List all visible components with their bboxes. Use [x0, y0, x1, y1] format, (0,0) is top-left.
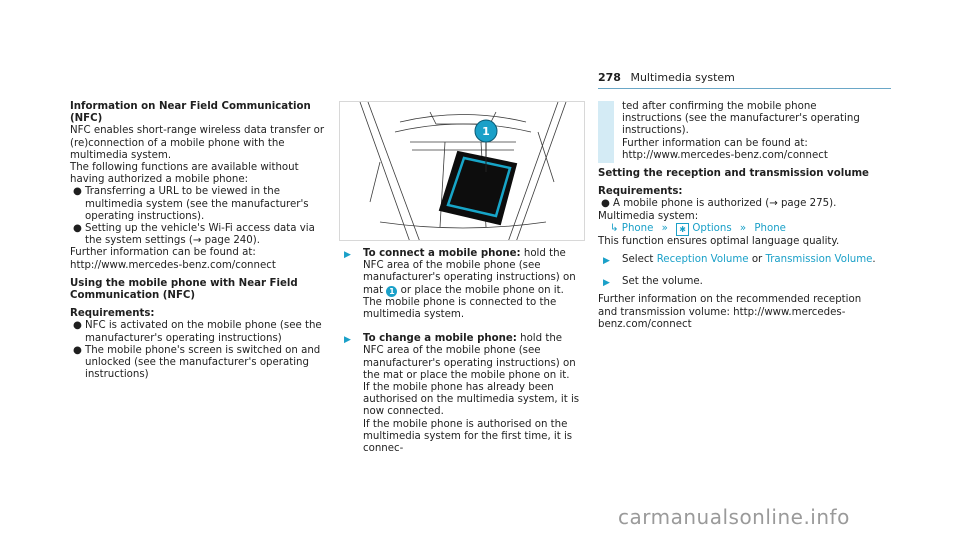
list-item: ● A mobile phone is authorized (→ page 275).: [601, 198, 837, 210]
nfc-intro: NFC enables short-range wireless data transfer or (re)connection of a mobile phone with the multimedia system.: [70, 125, 325, 161]
watermark: carmanualsonline.info: [618, 505, 850, 529]
chevron-right-icon: »: [661, 222, 668, 234]
list-item: ● NFC is activated on the mobile phone (see the manufacturer's operating instructions): [73, 320, 322, 344]
column-middle: [339, 248, 585, 455]
console-drawing: [340, 102, 585, 241]
requirements-label: Requirements:: [598, 186, 683, 198]
nfc-mat-illustration: [339, 101, 585, 241]
page-number: 278: [598, 71, 621, 84]
multimedia-label: Multimedia system:: [598, 210, 699, 222]
requirements-label: Requirements:: [70, 308, 155, 320]
functions-intro: The following functions are available without having authorized a mobile phone:: [70, 162, 299, 186]
further-info: Further information can be found at: http://www.mercedes-benz.com/connect: [70, 247, 276, 271]
heading-volume: Setting the reception and transmission volume: [598, 168, 869, 180]
mat-callout-badge: 1: [386, 286, 397, 297]
chevron-right-icon: »: [739, 222, 747, 234]
section-title: Multimedia system: [630, 71, 735, 84]
page-header: [598, 71, 735, 84]
heading-nfc-info: Information on Near Field Communication (NFC): [70, 101, 311, 125]
step-arrow-icon: ▶: [603, 256, 610, 267]
reception-volume-option: Reception Volume: [656, 254, 749, 266]
functions-list: [70, 186, 332, 247]
options-gear-icon: ✱: [676, 223, 689, 236]
list-item: ● Setting up the vehicle's Wi-Fi access data via the system settings (→ page 240).: [73, 223, 315, 247]
menu-path: ↳ Phone » ✱ Options » Phone: [610, 222, 786, 234]
header-divider: [598, 88, 891, 89]
further-info: Further information can be found at: http://www.mercedes-benz.com/connect: [622, 137, 828, 161]
requirements-list: [598, 198, 878, 210]
step-arrow-icon: ▶: [344, 335, 351, 346]
list-item: ● Transferring a URL to be viewed in the multimedia system (see the manufacturer's operating instructions).: [73, 186, 309, 222]
heading-using-nfc: Using the mobile phone with Near Field Communication (NFC): [70, 277, 298, 302]
step-arrow-icon: ▶: [344, 250, 351, 260]
step-select-volume: ▶ Select Reception Volume or Transmission Volume.: [603, 254, 876, 267]
requirements-list: [70, 320, 332, 381]
step-change: ▶ To change a mobile phone: hold the NFC area of the mobile phone (see manufacturer's operating instructions) on the mat or place the mobile phone on it. If the mobile phone has already been authorised on the multimedia system, it is now connected. If the mobile phone is authorised on the multimedia system for the first time, it is connec-: [344, 333, 580, 455]
continued-text: ted after confirming the mobile phone instructions (see the manufacturer's operating instructions).: [622, 101, 860, 137]
step-connect: ▶ To connect a mobile phone: hold the NFC area of the mobile phone (see manufacturer's operating instructions) on mat 1 or place the mobile phone on it. The mobile phone is connected to the multimedia system.: [344, 248, 576, 321]
list-item: ● The mobile phone's screen is switched on and unlocked (see the manufacturer's operating instructions): [73, 344, 321, 381]
step-set-volume: ▶ Set the volume.: [603, 276, 703, 289]
column-left: [70, 101, 332, 381]
further-info-volume: Further information on the recommended reception and transmission volume: http://www.mercedes-benz.com/connect: [598, 294, 862, 330]
step-arrow-icon: ▶: [603, 278, 610, 289]
transmission-volume-option: Transmission Volume: [765, 254, 873, 266]
function-note: This function ensures optimal language quality.: [598, 235, 840, 247]
return-arrow-icon: ↳: [610, 222, 619, 234]
figure-callout-1: 1: [482, 125, 490, 138]
column-right: [598, 101, 878, 331]
